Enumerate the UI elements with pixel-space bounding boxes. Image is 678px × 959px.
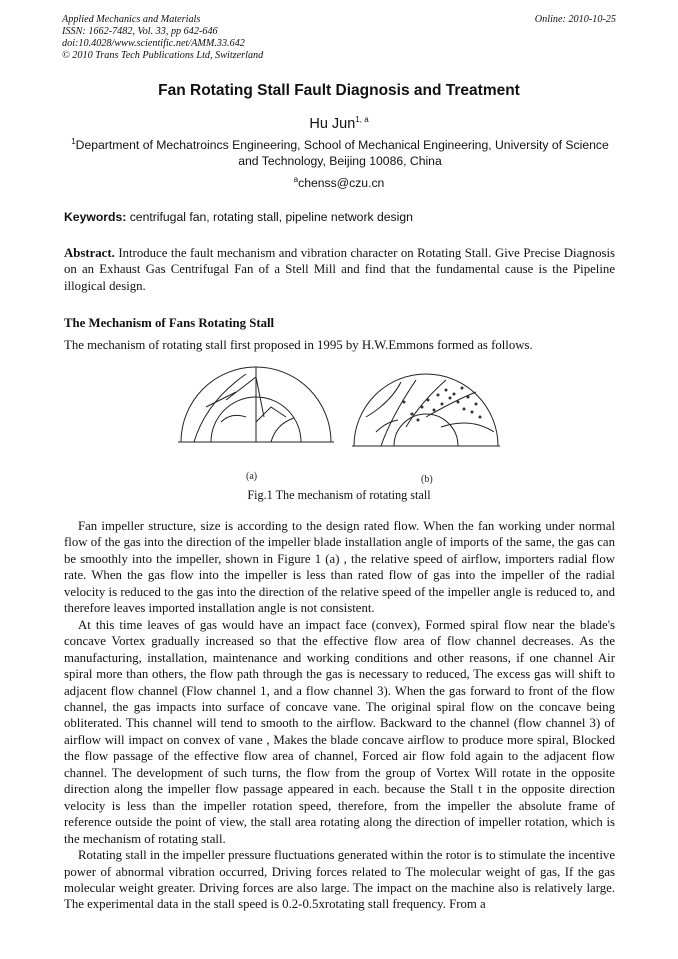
page-header bbox=[62, 14, 616, 62]
figure-b-label: (b) bbox=[421, 474, 433, 485]
abstract bbox=[64, 245, 615, 294]
journal-name: Applied Mechanics and Materials bbox=[62, 14, 201, 25]
copyright-line: © 2010 Trans Tech Publications Ltd, Switzerland bbox=[62, 50, 264, 61]
affiliation-text: Department of Mechatroincs Engineering, School of Mechanical Engineering, University of Science and Technology, Beijing 10086, China bbox=[75, 138, 609, 168]
email-sup: a bbox=[293, 174, 299, 184]
section-heading: The Mechanism of Fans Rotating Stall bbox=[64, 316, 275, 330]
keywords bbox=[64, 210, 413, 224]
abstract-label: Abstract. bbox=[64, 246, 115, 260]
doi-line: doi:10.4028/www.scientific.net/AMM.33.642 bbox=[62, 38, 245, 49]
paragraph: At this time leaves of gas would have an impact face (convex), Formed spiral flow near the blade's concave Vortex gradually increased so that the effective flow area of flow channel decreases. As the manufacturing, installation, maintenance and working conditions and other reasons, if one channel Air spiral more than others, the flow path through the gas is necessary to reduced, The excess gas will shift to adjacent flow channel (Flow channel 1, and a flow channel 3). When the gas forward to front of the flow channel, the gas impacts into surface of concave vane. The original spiral flow on the concave being obliterated. This channel will tend to smooth to the airflow. Backward to the channel (flow channel 3) of airflow will impact on convex of vane , Makes the blade concave airflow to produce more spiral, Blocked the flow passage of the effective flow area of channel, Forced air flow fold again to the adjacent flow channel. The development of such turns, the flow from the group of Vortex Will rotate in the opposite direction along the impeller flow passage appeared in each. because the Stall t in the opposite direction velocity is less than the impeller rotation speed, therefore, from the impeller the absolute frame of reference outside the point of view, the stall area rotating along the direction of impeller rotation, which is the mechanism of rotating stall. bbox=[64, 617, 615, 846]
paragraph: Fan impeller structure, size is according to the design rated flow. When the fan working under normal flow of the gas into the direction of the impeller blade installation angle of imports of the same, the gas can be smoothly into the impeller, shown in Figure 1 (a) , the relative speed of airflow, importers radial flow rate. When the gas flow into the impeller is less than rated flow of gas into the impeller of the radial velocity is reduced to the gas into the direction of the relative speed of the impeller angle is reduced to, and therefore leaves imported installation angle is not consistent. bbox=[64, 519, 615, 616]
issn-line: ISSN: 1662-7482, Vol. 33, pp 642-646 bbox=[62, 26, 218, 37]
affiliation-sup: 1 bbox=[71, 136, 76, 146]
figure-a-label: (a) bbox=[246, 471, 258, 482]
figure-rotating-stall bbox=[176, 362, 506, 488]
body-text bbox=[64, 518, 615, 913]
figure-a-impeller-diagram bbox=[178, 367, 334, 442]
author bbox=[0, 116, 678, 132]
author-sup: 1, a bbox=[355, 115, 369, 125]
section-intro: The mechanism of rotating stall first proposed in 1995 by H.W.Emmons formed as follows. bbox=[64, 338, 533, 352]
affiliation bbox=[64, 137, 616, 169]
email-address: chenss@czu.cn bbox=[298, 176, 385, 190]
online-date: Online: 2010-10-25 bbox=[534, 14, 616, 25]
paper-title: Fan Rotating Stall Fault Diagnosis and Treatment bbox=[158, 82, 520, 99]
keywords-text: centrifugal fan, rotating stall, pipeline network design bbox=[129, 210, 413, 224]
paragraph: Rotating stall in the impeller pressure fluctuations generated within the rotor is to stimulate the incentive power of abnormal vibration occurred, Driving forces related to The molecular weight of gas, If the gas molecular weight greater. Driving forces are also large. The impact on the machine also is relatively large. The experimental data in the stall speed is 0.2-0.5xrotating stall frequency. From a bbox=[64, 848, 615, 912]
abstract-text: Introduce the fault mechanism and vibration character on Rotating Stall. Give Precise Diagnosis on an Exhaust Gas Centrifugal Fan of a Stell Mill and find that the fundamental cause is the Pipeline illogical design. bbox=[64, 246, 615, 293]
author-name: Hu Jun bbox=[309, 116, 356, 132]
keywords-label: Keywords: bbox=[64, 210, 127, 224]
figure-caption: Fig.1 The mechanism of rotating stall bbox=[247, 488, 431, 502]
email bbox=[0, 176, 678, 190]
figure-b-stall-diagram bbox=[352, 374, 500, 446]
